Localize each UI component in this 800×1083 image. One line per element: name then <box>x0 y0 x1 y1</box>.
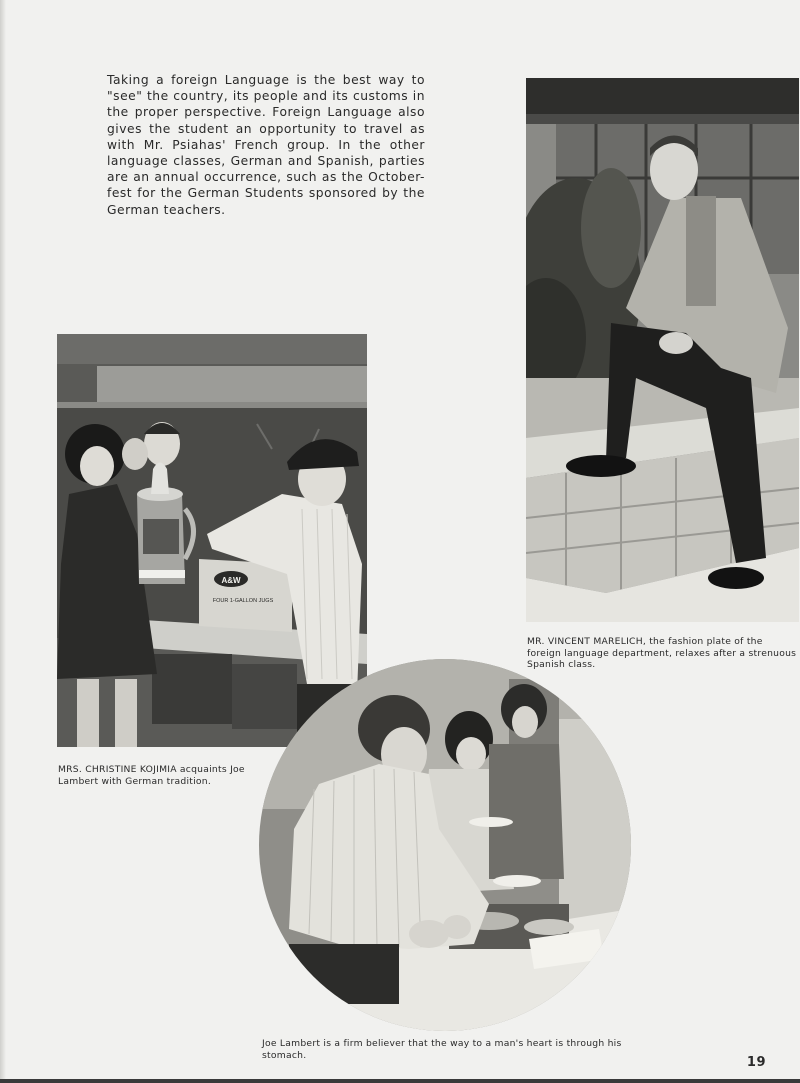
page-number: 19 <box>746 1055 766 1070</box>
intro-paragraph: Taking a foreign Language is the best way to "see" the country, its people and its customs in the proper perspective. Foreign Language also gives the student an opportunity to travel as with Mr. Psiahas' French group. In the other language classes, German and Spanish, parties are an annual occurrence, such as the October-fest for the German Students sponsored by the German teachers. <box>107 73 425 217</box>
photo-vincent-marelich <box>526 78 799 622</box>
photo-christine-kojimia <box>57 334 367 747</box>
page-bottom-edge <box>0 1079 800 1083</box>
box-logo-text: A&W <box>221 576 241 585</box>
page-binding-edge <box>0 0 6 1083</box>
box-label-text: FOUR 1-GALLON JUGS <box>212 598 274 604</box>
photo-joe-lambert <box>259 659 631 1031</box>
caption-marelich: MR. VINCENT MARELICH, the fashion plate of the foreign language department, relaxes after a strenuous Spanish class. <box>527 636 797 671</box>
caption-lambert: Joe Lambert is a firm believer that the way to a man's heart is through his stomach. <box>262 1038 622 1061</box>
caption-kojimia: MRS. CHRISTINE KOJIMIA acquaints Joe Lambert with German tradition. <box>58 764 245 787</box>
